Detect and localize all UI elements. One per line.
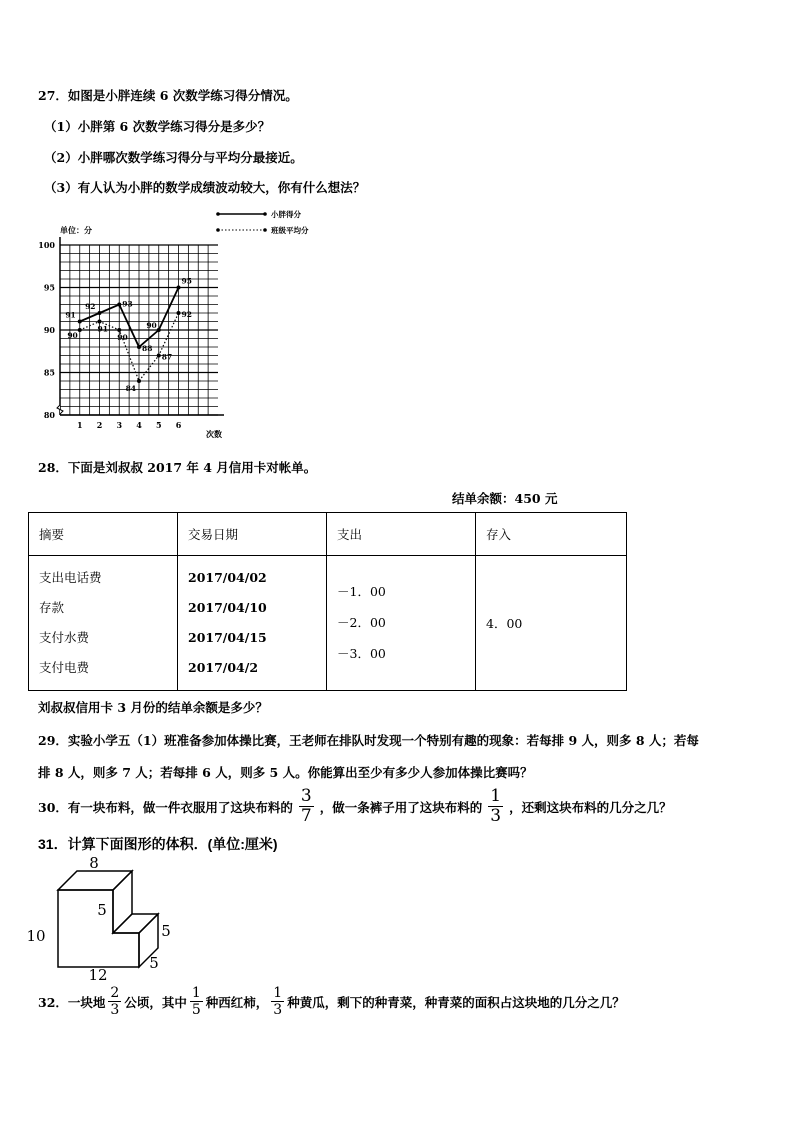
data-point (177, 286, 181, 290)
y-tick-label: 85 (43, 367, 55, 378)
q31-title: 31．计算下面图形的体积．(单位:厘米) (38, 836, 278, 852)
data-point (98, 311, 102, 315)
data-point (117, 328, 121, 332)
fraction-numerator: 1 (273, 985, 283, 1001)
legend-marker (216, 228, 220, 232)
data-point (117, 303, 121, 307)
dim-label: 10 (26, 927, 46, 945)
fraction (108, 986, 121, 1017)
expense-item: －2．00 (337, 615, 386, 630)
q32 (38, 986, 625, 1017)
data-label: 91 (65, 310, 76, 320)
legend-marker (263, 228, 267, 232)
data-label: 92 (181, 310, 192, 319)
dim-label: 5 (97, 901, 107, 919)
fraction-denominator: 7 (300, 806, 312, 826)
data-label: 95 (181, 276, 192, 286)
q27-part-3: （3）有人认为小胖的数学成绩波动较大，你有什么想法？ (44, 180, 366, 195)
x-axis-label: 次数 (206, 430, 222, 439)
y-tick-label: 95 (43, 282, 55, 293)
dim-label: 8 (89, 854, 99, 872)
x-tick-label: 1 (76, 420, 83, 430)
date-item: 2017/04/15 (188, 630, 267, 645)
q32-text-4: 种黄瓜，剩下的种青菜，种青菜的面积占这块地的几分之几？ (287, 994, 625, 1010)
statement-balance: 结单余额：450 元 (452, 491, 558, 506)
legend-label: 小胖得分 (271, 210, 301, 219)
x-tick-label: 6 (175, 420, 182, 430)
fraction-denominator: 3 (273, 1002, 283, 1018)
expense-item: －1．00 (337, 584, 386, 599)
date-item: 2017/04/2 (188, 660, 259, 675)
q28-question: 刘叔叔信用卡 3 月份的结单余额是多少？ (38, 700, 268, 715)
data-label: 88 (142, 344, 153, 353)
fraction-denominator: 5 (191, 1002, 201, 1018)
x-tick-label: 5 (155, 420, 162, 430)
expense-item: －3．00 (337, 646, 386, 661)
data-point (157, 328, 161, 332)
header-expense: 支出 (327, 513, 476, 556)
header-summary: 摘要 (29, 513, 178, 556)
date-item: 2017/04/02 (188, 570, 267, 585)
date-list (188, 556, 316, 688)
header-deposit: 存入 (476, 513, 627, 556)
description-item: 存款 (39, 600, 65, 615)
q30 (38, 788, 672, 825)
y-tick-label: 100 (38, 240, 55, 250)
q29-line-2: 排 8 人，则多 7 人；若每排 6 人，则多 5 人。你能算出至少有多少人参加体操比赛吗？ (38, 765, 533, 780)
data-label: 91 (97, 324, 108, 334)
line-chart (30, 205, 330, 450)
dim-label: 5 (149, 954, 159, 972)
legend-label: 班级平均分 (271, 226, 309, 235)
y-tick-label: 90 (43, 325, 55, 335)
fraction-denominator: 3 (490, 806, 502, 826)
q30-text-1: 30．有一块布料，做一件衣服用了这块布料的 (38, 799, 293, 815)
data-label: 93 (122, 299, 133, 309)
q27-title: 27．如图是小胖连续 6 次数学练习得分情况。 (38, 88, 298, 103)
description-item: 支出电话费 (39, 570, 102, 585)
fraction (190, 986, 203, 1017)
data-point (78, 320, 82, 324)
data-point (137, 345, 141, 349)
date-item: 2017/04/10 (188, 600, 267, 615)
expense-list (337, 556, 465, 675)
fraction-numerator: 2 (110, 985, 120, 1001)
data-label: 87 (161, 352, 173, 362)
description-item: 支付电费 (39, 660, 90, 675)
data-point (137, 379, 141, 383)
statement-header-row (29, 513, 627, 556)
q28-title: 28．下面是刘叔叔 2017 年 4 月信用卡对帐单。 (38, 460, 317, 475)
description-item: 支付水费 (39, 630, 90, 645)
fraction-numerator: 3 (300, 786, 312, 806)
q32-text-3: 种西红柿， (205, 994, 269, 1010)
data-label: 84 (125, 384, 136, 393)
header-date: 交易日期 (178, 513, 327, 556)
q30-text-2: ，做一条裤子用了这块布料的 (319, 799, 483, 815)
q27-part-2: （2）小胖哪次数学练习得分与平均分最接近。 (44, 150, 303, 165)
statement-body-row (29, 556, 627, 691)
fraction (488, 788, 503, 825)
y-tick-label: 80 (43, 410, 55, 420)
data-label: 90 (117, 333, 128, 342)
fraction-numerator: 1 (191, 985, 201, 1001)
x-tick-label: 4 (136, 420, 142, 430)
description-list (39, 556, 167, 688)
q30-text-3: ，还剩这块布料的几分之几？ (509, 799, 672, 815)
q32-text-2: 公顷，其中 (124, 994, 187, 1010)
data-point (78, 328, 82, 332)
legend-marker (263, 212, 267, 216)
fraction (299, 788, 314, 825)
statement-table (28, 512, 627, 691)
data-point (157, 354, 161, 358)
unit-label: 单位：分 (60, 226, 92, 235)
dim-label: 12 (88, 966, 108, 984)
q32-text-1: 32．一块地 (38, 994, 106, 1010)
dim-label: 5 (161, 922, 171, 940)
data-label: 92 (85, 302, 96, 311)
data-label: 90 (146, 321, 157, 330)
legend-marker (216, 212, 220, 216)
data-label: 90 (67, 331, 78, 340)
fraction-denominator: 3 (110, 1002, 120, 1018)
x-tick-label: 3 (116, 420, 123, 430)
fraction-numerator: 1 (490, 786, 502, 806)
data-point (98, 320, 102, 324)
l-shaped-solid-figure (26, 854, 180, 984)
q27-part-1: （1）小胖第 6 次数学练习得分是多少？ (44, 119, 271, 134)
deposit-value: 4．00 (486, 616, 523, 631)
q29-line-1: 29．实验小学五（1）班准备参加体操比赛，王老师在排队时发现一个特别有趣的现象：若每排 9 人，则多 8 人；若每 (38, 733, 699, 748)
x-tick-label: 2 (96, 420, 103, 430)
fraction (271, 986, 284, 1017)
data-point (177, 311, 181, 315)
